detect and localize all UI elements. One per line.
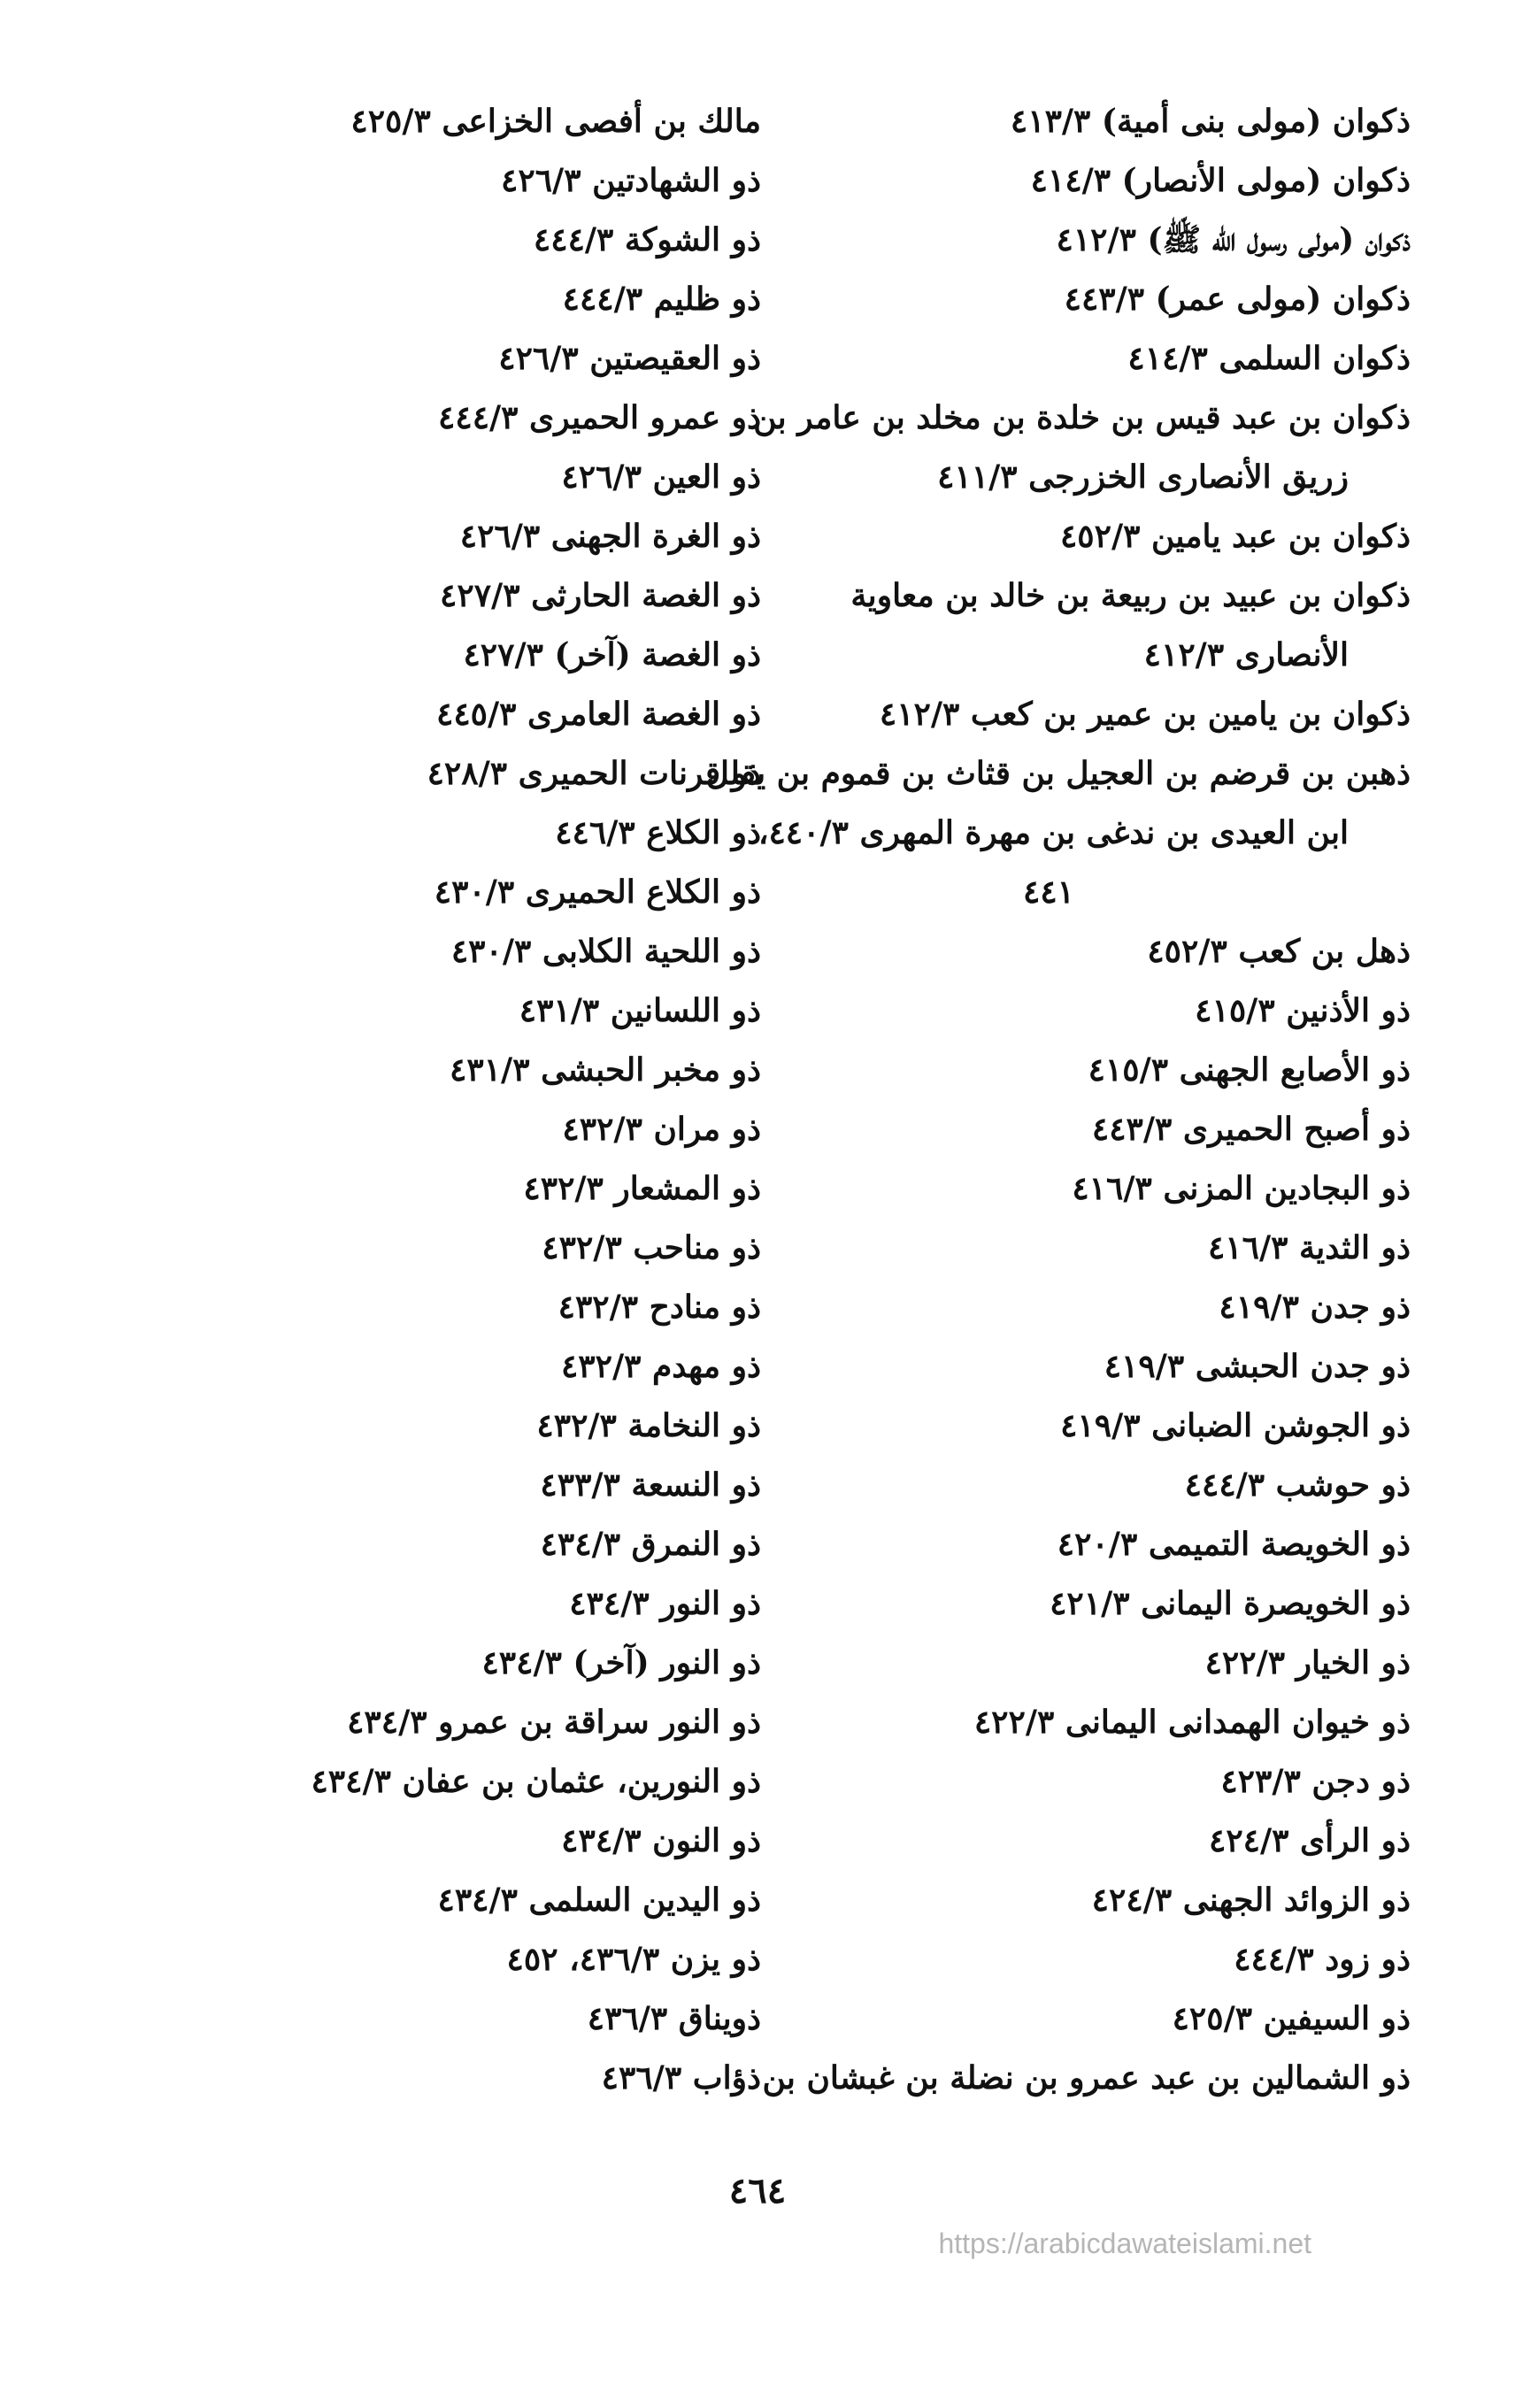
index-entry: ذو الغصة العامرى ٤٤٥/٣	[435, 696, 761, 733]
index-entry: ذو الشهادتين ٤٢٦/٣	[501, 162, 761, 199]
index-entry: ذكوان بن عبيد بن ربيعة بن خالد بن معاوية	[850, 577, 1411, 614]
index-entry: ذو دجن ٤٢٣/٣	[1220, 1763, 1411, 1800]
index-entry: ذو مناحب ٤٣٢/٣	[542, 1229, 761, 1266]
index-entry: ذكوان بن عبد قيس بن خلدة بن مخلد بن عامر بن	[753, 399, 1411, 436]
index-column-right	[705, 92, 1411, 2108]
index-entry: ذو قرنات الحميرى ٤٢٨/٣	[427, 755, 761, 792]
index-entry: ذكوان بن عبد يامين ٤٥٢/٣	[1059, 518, 1411, 555]
index-entry: ذو العين ٤٢٦/٣	[561, 458, 761, 496]
index-entry: ذهبن بن قرضم بن العجيل بن قثاث بن قموم بن يقلل	[705, 755, 1411, 792]
index-entry: ذو اللسانين ٤٣١/٣	[519, 992, 761, 1029]
index-entry: ذو عمرو الحميرى ٤٤٤/٣	[438, 399, 761, 436]
index-entry: ذو الخويصرة اليمانى ٤٢١/٣	[1050, 1585, 1411, 1622]
index-entry: ذو جدن الحبشى ٤١٩/٣	[1104, 1348, 1411, 1385]
page-number: ٤٦٤	[728, 2170, 787, 2212]
index-entry: ذو النور (آخر) ٤٣٤/٣	[481, 1644, 761, 1681]
index-entry: ذو مهدم ٤٣٢/٣	[560, 1348, 761, 1385]
index-entry: ذو النسعة ٤٣٣/٣	[540, 1466, 761, 1504]
index-entry: ٤٤١	[1022, 873, 1074, 911]
index-entry: ذو اليدين السلمى ٤٣٤/٣	[437, 1881, 761, 1919]
index-entry: مالك بن أفصى الخزاعى ٤٢٥/٣	[350, 103, 761, 140]
index-entry: ذو خيوان الهمدانى اليمانى ٤٢٢/٣	[973, 1704, 1411, 1741]
index-entry: ذكوان (مولى بنى أمية) ٤١٣/٣	[1010, 103, 1411, 140]
index-entry: ذو الخويصة التميمى ٤٢٠/٣	[1057, 1526, 1411, 1563]
index-entry: ذو يزن ٤٣٦/٣، ٤٥٢	[506, 1941, 761, 1978]
index-entry: ذو الأصابع الجهنى ٤١٥/٣	[1088, 1051, 1411, 1089]
index-entry: ذو النورين، عثمان بن عفان ٤٣٤/٣	[311, 1763, 761, 1800]
index-entry: ذو الغصة الحارثى ٤٢٧/٣	[440, 577, 761, 614]
index-entry: ذو المشعار ٤٣٢/٣	[523, 1170, 761, 1207]
index-entry: ذو الرأى ٤٢٤/٣	[1209, 1822, 1411, 1859]
index-entry: ذو الغرة الجهنى ٤٢٦/٣	[459, 518, 761, 555]
index-entry: ابن العيدى بن ندغى بن مهرة المهرى ٤٤٠/٣،	[758, 814, 1349, 851]
index-entry: الأنصارى ٤١٢/٣	[1143, 636, 1349, 673]
index-entry: ذو الشوكة ٤٤٤/٣	[533, 221, 761, 258]
index-entry: ذو ظليم ٤٤٤/٣	[562, 281, 761, 318]
index-entry: ذو البجادين المزنى ٤١٦/٣	[1072, 1170, 1411, 1207]
index-entry: ذو الكلاع الحميرى ٤٣٠/٣	[434, 873, 761, 911]
index-entry: ذو الخيار ٤٢٢/٣	[1204, 1644, 1411, 1681]
index-entry: ذو النمرق ٤٣٤/٣	[540, 1526, 761, 1563]
index-entry: ذو مران ٤٣٢/٣	[562, 1111, 761, 1148]
index-entry: ذو الجوشن الضبانى ٤١٩/٣	[1060, 1407, 1411, 1444]
index-entry: ذو النخامة ٤٣٢/٣	[536, 1407, 761, 1444]
index-entry: ذكوان السلمى ٤١٤/٣	[1127, 340, 1411, 377]
index-entry: ذو الزوائد الجهنى ٤٢٤/٣	[1091, 1881, 1411, 1919]
index-entry: ذو الأذنين ٤١٥/٣	[1195, 992, 1411, 1029]
index-entry: ذو الثدية ٤١٦/٣	[1207, 1229, 1411, 1266]
index-entry: ذو الكلاع ٤٤٦/٣	[555, 814, 761, 851]
index-entry: زريق الأنصارى الخزرجى ٤١١/٣	[937, 458, 1349, 496]
index-entry: ذو السيفين ٤٢٥/٣	[1172, 2000, 1411, 2037]
index-entry: ذو الغصة (آخر) ٤٢٧/٣	[463, 636, 761, 673]
watermark-url: https://arabicdawateislami.net	[938, 2227, 1311, 2259]
index-entry: ذويناق ٤٣٦/٣	[587, 2000, 761, 2037]
index-entry: ذكوان (مولى عمر) ٤٤٣/٣	[1064, 281, 1411, 318]
index-entry: ذو الشمالين بن عبد عمرو بن نضلة بن غبشان بن	[762, 2059, 1411, 2096]
index-entry: ذو مخبر الحبشى ٤٣١/٣	[450, 1051, 761, 1089]
index-column-left	[142, 92, 761, 2108]
index-entry: ذؤاب ٤٣٦/٣	[601, 2059, 761, 2096]
index-entry: ذو النور ٤٣٤/٣	[569, 1585, 761, 1622]
index-entry: ذهل بن كعب ٤٥٢/٣	[1147, 933, 1411, 970]
index-entry: ذو زود ٤٤٤/٣	[1234, 1941, 1411, 1978]
index-entry: ذكوان (مولى رسول الله ﷺ) ٤١٢/٣	[1056, 221, 1411, 258]
index-entry: ذو جدن ٤١٩/٣	[1219, 1289, 1411, 1326]
index-entry: ذو اللحية الكلابى ٤٣٠/٣	[450, 933, 761, 970]
index-entry: ذو العقيصتين ٤٢٦/٣	[498, 340, 761, 377]
index-entry: ذكوان (مولى الأنصار) ٤١٤/٣	[1030, 162, 1411, 199]
index-entry: ذكوان بن يامين بن عمير بن كعب ٤١٢/٣	[879, 696, 1411, 733]
index-entry: ذو النور سراقة بن عمرو ٤٣٤/٣	[347, 1704, 761, 1741]
index-entry: ذو النون ٤٣٤/٣	[561, 1822, 761, 1859]
index-entry: ذو أصبح الحميرى ٤٤٣/٣	[1091, 1111, 1411, 1148]
index-entry: ذو منادح ٤٣٢/٣	[558, 1289, 761, 1326]
index-entry: ذو حوشب ٤٤٤/٣	[1184, 1466, 1411, 1504]
